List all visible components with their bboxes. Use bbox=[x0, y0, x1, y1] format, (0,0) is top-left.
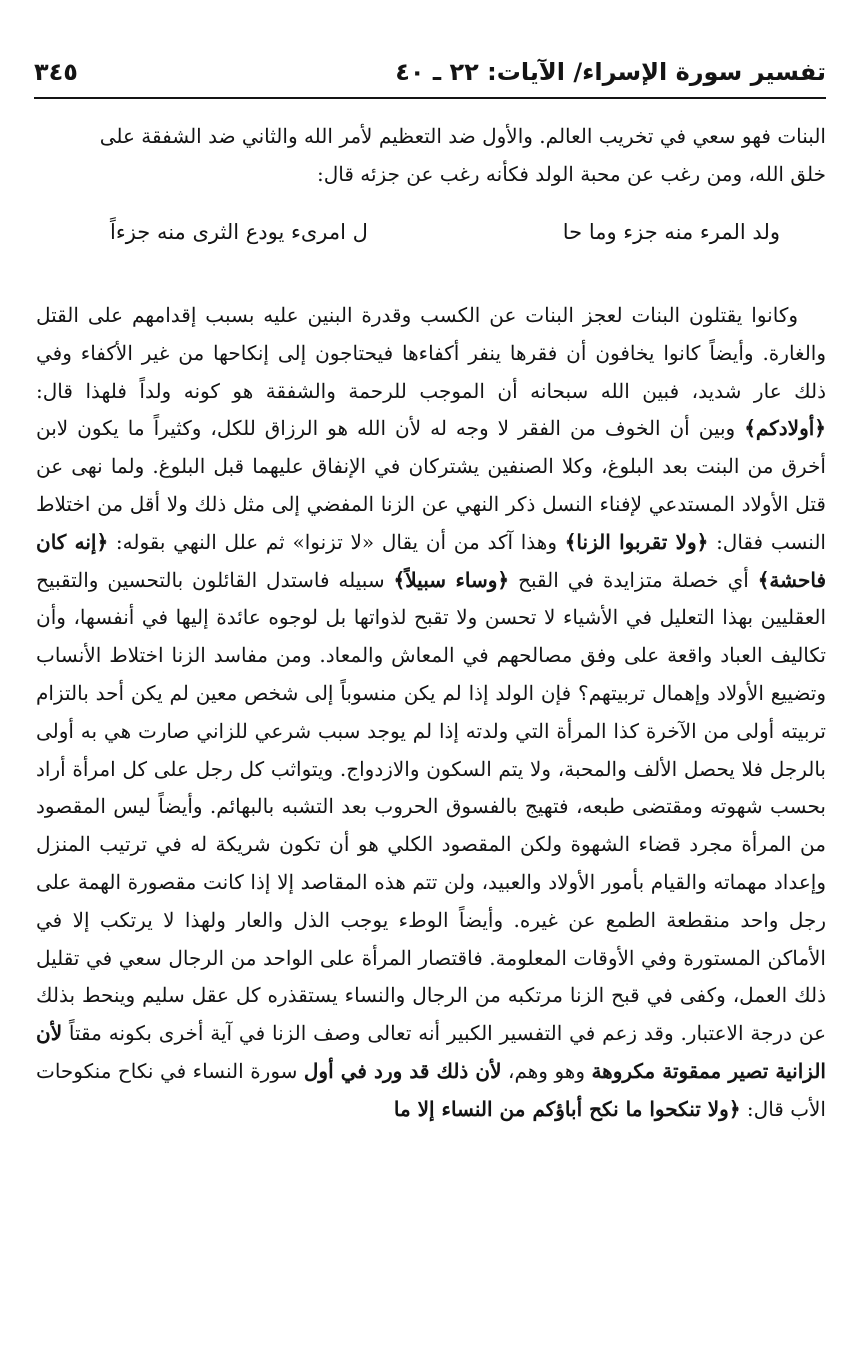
poem-first-hemistich: ولد المرء منه جزء وما حا bbox=[562, 220, 780, 244]
page-number: ٣٤٥ bbox=[34, 58, 78, 86]
page-header bbox=[34, 54, 826, 94]
text-segment: وهو وهم، bbox=[501, 1058, 592, 1083]
quranic-quote: ﴿إنه كان فاحشة﴾ bbox=[36, 529, 827, 592]
intro-line: البنات فهو سعي في تخريب العالم. والأول ضد التعظيم لأمر الله والثاني ضد الشفقة على bbox=[99, 124, 826, 148]
quranic-quote: ﴿ولا تقربوا الزنا﴾ bbox=[564, 529, 709, 554]
poem-verse bbox=[80, 220, 780, 260]
running-title: تفسير سورة الإسراء/ الآيات: ٢٢ ـ ٤٠ bbox=[395, 58, 826, 86]
text-segment: وبين أن الخوف من الفقر لا وجه له لأن الله هو الرزاق للكل، وكثيراً ما يكون لابن أخرق من البنت بعد البلوغ، وكلا الصنفين يشتركان في الإنفاق عليهما قبل البلوغ. ولما نهى عن قتل الأولاد المستدعي لإفناء النسل ذكر النهي عن الزنا المفضي إلى مثل ذلك ولا أقل من اختلاط النسب فقال: bbox=[36, 416, 826, 554]
header-rule bbox=[34, 97, 826, 99]
quranic-quote: ﴿وساء سبيلاً﴾ bbox=[393, 567, 510, 592]
main-paragraph-text bbox=[36, 297, 826, 1129]
quranic-quote: ﴿أولادكم﴾ bbox=[744, 416, 826, 441]
text-segment: سورة النساء في نكاح منكوحات الأب قال: bbox=[36, 1058, 826, 1121]
text-segment: سبيله فاستدل القائلون بالتحسين والتقبيح العقليين بهذا التعليل في الأشياء لا تحسن ولا تقبح لذواتها بل لوجوه عائدة إليها في أنفسها، وأن تكاليف العباد واقعة على وفق مصالحهم في المعاش والمعاد. ومن مفاسد الزنا اختلاط الأنساب وتضييع الأولاد وإهمال تربيتهم؟ فإن الولد إذا لم يكن منسوباً إلى شخص معين لم يكن أحد بالتزام تربيته أولى من الآخرة كذا المرأة التي ولدته إذا لم يوجد سبب شرعي للزاني صارت هي به أولى بالرجل فلا يحصل الألف والمحبة، ولا يتم السكون والازدواج. ويتواثب كل رجل على كل امرأة أراد بحسب شهوته ومقتضى طبعه، فتهيج بالفسوق الحروب بعد التشبه بالبهائم. وأيضاً ليس المقصود من المرأة مجرد قضاء الشهوة ولكن المقصود الكلي هو أن تكون شريكة له في ترتيب المنزل وإعداد مهماته والقيام بأمور الأولاد والعبيد، ولن تتم هذه المقاصد إلا إذا كانت مقصورة الهمة على رجل واحد منقطعة الطمع عن غيره. وأيضاً الوطء يوجب الذل والعار ولهذا لا يرتكب إلا في الأماكن المستورة وفي الأوقات المعلومة. فاقتصار المرأة على الواحد من الرجال سعي في تقليل ذلك العمل، وكفى في قبح الزنا مرتكبه من الرجال والنساء يستقذره كل عقل سليم وينحط بذلك عن درجة الاعتبار. وقد زعم في التفسير الكبير أنه تعالى وصف الزنا في آية أخرى بكونه مقتاً bbox=[36, 567, 826, 1046]
text-segment: وكانوا يقتلون البنات لعجز البنات عن الكسب وقدرة البنين عليه بسبب إقدامهم على القتل والغارة. وأيضاً كانوا يخافون أن فقرها ينفر أكفاءها فيحتاجون إلى إنكاحها من غير الأكفاء وفي ذلك عار شديد، فبين الله سبحانه أن الموجب للرحمة والشفقة هو كونه ولداً فلهذا قال: bbox=[36, 303, 826, 403]
bold-phrase: لأن ذلك قد ورد في أول bbox=[303, 1058, 502, 1083]
intro-line: خلق الله، ومن رغب عن محبة الولد فكأنه رغب عن جزئه قال: bbox=[316, 161, 826, 186]
text-segment: وهذا آكد من أن يقال «لا تزنوا» ثم علل النهي بقوله: bbox=[108, 529, 565, 554]
text-segment: أي خصلة متزايدة في القبح bbox=[509, 567, 758, 592]
poem-second-hemistich: ل امرىء يودع الثرى منه جزءاً bbox=[110, 220, 368, 244]
bold-phrase: لأن الزانية تصير ممقوتة مكروهة bbox=[36, 1021, 826, 1083]
quranic-quote: ﴿ولا تنكحوا ما نكح أباؤكم من النساء إلا ما bbox=[393, 1096, 741, 1121]
intro-paragraph bbox=[36, 118, 826, 194]
main-paragraph bbox=[36, 297, 826, 1129]
